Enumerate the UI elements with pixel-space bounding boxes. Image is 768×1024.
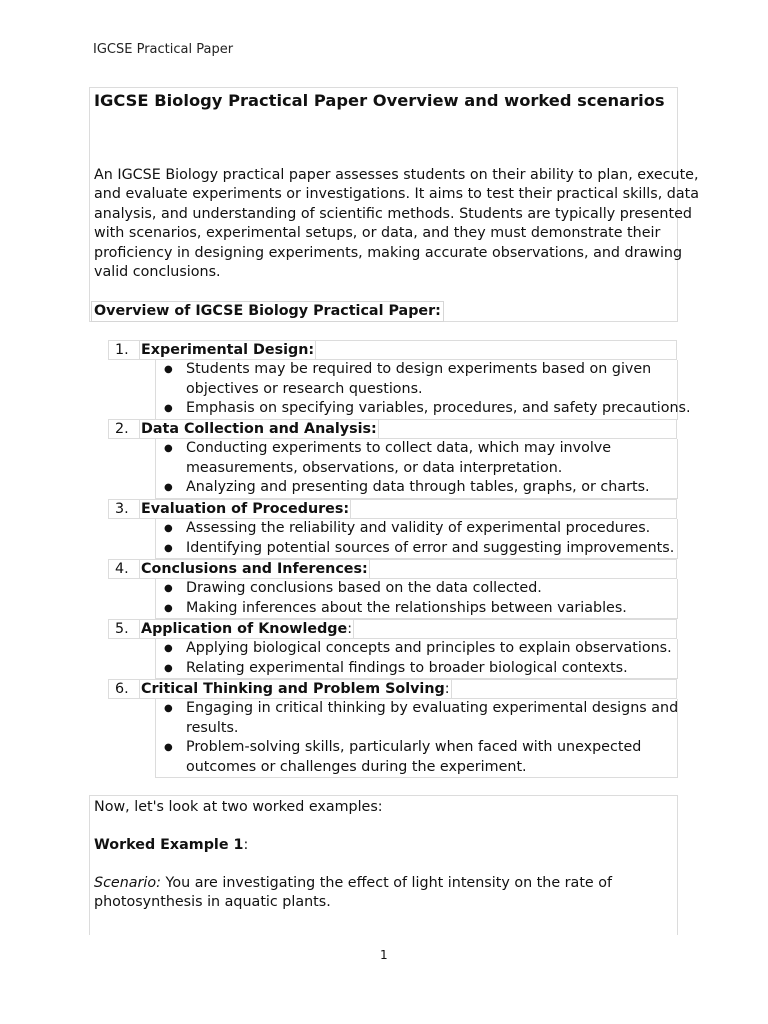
bullet-dot-icon: ● — [164, 742, 173, 753]
item-bullets — [155, 699, 678, 778]
item-bullets — [155, 439, 678, 499]
item-label-text: Experimental Design: — [141, 342, 315, 358]
intro-line: analysis, and understanding of scientific methods. Students are typically presented — [94, 205, 692, 222]
worked-examples-lead: Now, let's look at two worked examples: — [94, 799, 383, 815]
intro-paragraph — [94, 166, 700, 282]
intro-line: and evaluate experiments or investigations. It aims to test their practical skills, data — [94, 186, 700, 203]
overview-item — [108, 559, 677, 579]
bullet-text: Drawing conclusions based on the data collected. — [186, 580, 542, 596]
bullet-dot-icon: ● — [164, 583, 173, 594]
bullet-dot-icon: ● — [164, 523, 173, 534]
worked-example-heading — [94, 836, 248, 855]
bullet-dot-icon: ● — [164, 364, 173, 375]
running-header: IGCSE Practical Paper — [93, 42, 234, 57]
bullet-point — [156, 699, 677, 738]
bullet-point — [156, 360, 677, 399]
bullet-point — [156, 478, 677, 498]
bullet-text: results. — [186, 719, 239, 736]
item-label — [139, 341, 316, 359]
overview-item — [108, 499, 677, 519]
label-colon: : — [347, 621, 353, 637]
item-bullets — [155, 360, 691, 420]
item-bullets — [155, 519, 678, 559]
scenario-label: Scenario: — [94, 875, 161, 891]
bullet-dot-icon: ● — [164, 602, 173, 614]
bullet-dot-icon: ● — [164, 443, 173, 454]
overview-item — [108, 340, 677, 360]
item-number: 2. — [115, 421, 129, 437]
bullet-point — [156, 579, 677, 599]
bullet-dot-icon: ● — [164, 482, 173, 493]
bullet-point — [156, 399, 691, 419]
bullet-point — [156, 599, 677, 619]
intro-line: valid conclusions. — [94, 264, 221, 281]
intro-line: with scenarios, experimental setups, or data, and they must demonstrate their — [94, 225, 661, 242]
item-label — [139, 500, 351, 518]
bullet-dot-icon: ● — [164, 662, 173, 674]
bullet-point — [156, 539, 677, 559]
overview-heading — [91, 301, 444, 322]
bullet-point — [156, 659, 677, 679]
bullet-text: Analyzing and presenting data through tables, graphs, or charts. — [186, 479, 650, 495]
intro-line: An IGCSE Biology practical paper assesses students on their ability to plan, execute, — [94, 167, 699, 183]
bullet-point — [156, 738, 677, 777]
label-colon: : — [444, 681, 450, 697]
item-number: 3. — [115, 501, 129, 517]
item-label — [139, 420, 379, 438]
item-number: 4. — [115, 561, 129, 577]
document-title: IGCSE Biology Practical Paper Overview and worked scenarios — [94, 91, 665, 110]
heading-colon: : — [243, 837, 249, 853]
bullet-text: Identifying potential sources of error and suggesting improvements. — [186, 539, 675, 556]
worked-examples-section — [89, 795, 678, 935]
intro-section — [89, 87, 700, 322]
bullet-dot-icon: ● — [164, 542, 173, 554]
scenario-text: You are investigating the effect of light intensity on the rate of — [160, 875, 613, 891]
bullet-text: Applying biological concepts and principles to explain observations. — [186, 640, 672, 656]
item-number: 6. — [115, 681, 129, 697]
item-label-text: Application of Knowledge — [141, 621, 348, 637]
bullet-dot-icon: ● — [164, 643, 173, 654]
bullet-dot-icon: ● — [164, 703, 173, 714]
bullet-text: Students may be required to design experiments based on given — [186, 361, 652, 377]
scenario-line — [94, 874, 612, 893]
page-number: 1 — [380, 948, 388, 962]
bullet-point — [156, 439, 677, 478]
item-label — [139, 560, 370, 578]
item-number: 1. — [115, 342, 129, 358]
bullet-point — [156, 519, 677, 539]
item-label-text: Data Collection and Analysis: — [141, 421, 377, 437]
overview-item — [108, 619, 677, 639]
item-label-text: Evaluation of Procedures: — [141, 501, 350, 517]
bullet-text: Assessing the reliability and validity of experimental procedures. — [186, 520, 651, 536]
overview-item — [108, 679, 677, 699]
item-label-text: Conclusions and Inferences: — [141, 561, 368, 577]
intro-line: proficiency in designing experiments, making accurate observations, and drawing — [94, 244, 683, 261]
item-number: 5. — [115, 621, 129, 637]
bullet-text: Engaging in critical thinking by evaluating experimental designs and — [186, 700, 679, 716]
bullet-text: Emphasis on specifying variables, procedures, and safety precautions. — [186, 400, 691, 416]
bullet-text: outcomes or challenges during the experiment. — [186, 758, 527, 775]
bullet-text: Relating experimental findings to broader biological contexts. — [186, 659, 628, 676]
item-label-text: Critical Thinking and Problem Solving — [141, 681, 445, 697]
bullet-dot-icon: ● — [164, 403, 173, 414]
bullet-point — [156, 639, 677, 659]
bullet-text: Problem-solving skills, particularly when faced with unexpected — [186, 739, 642, 755]
bullet-text: Conducting experiments to collect data, which may involve — [186, 440, 612, 456]
overview-heading-text: Overview of IGCSE Biology Practical Paper: — [94, 303, 441, 319]
item-bullets — [155, 639, 678, 679]
bullet-text: objectives or research questions. — [186, 380, 423, 397]
overview-item — [108, 419, 677, 439]
bullet-text: measurements, observations, or data interpretation. — [186, 459, 563, 476]
item-label — [139, 680, 452, 698]
bullet-text: Making inferences about the relationships between variables. — [186, 599, 627, 616]
item-label — [139, 620, 354, 638]
item-bullets — [155, 579, 678, 619]
scenario-line: photosynthesis in aquatic plants. — [94, 894, 331, 910]
worked-example-heading-text: Worked Example 1 — [94, 837, 244, 853]
